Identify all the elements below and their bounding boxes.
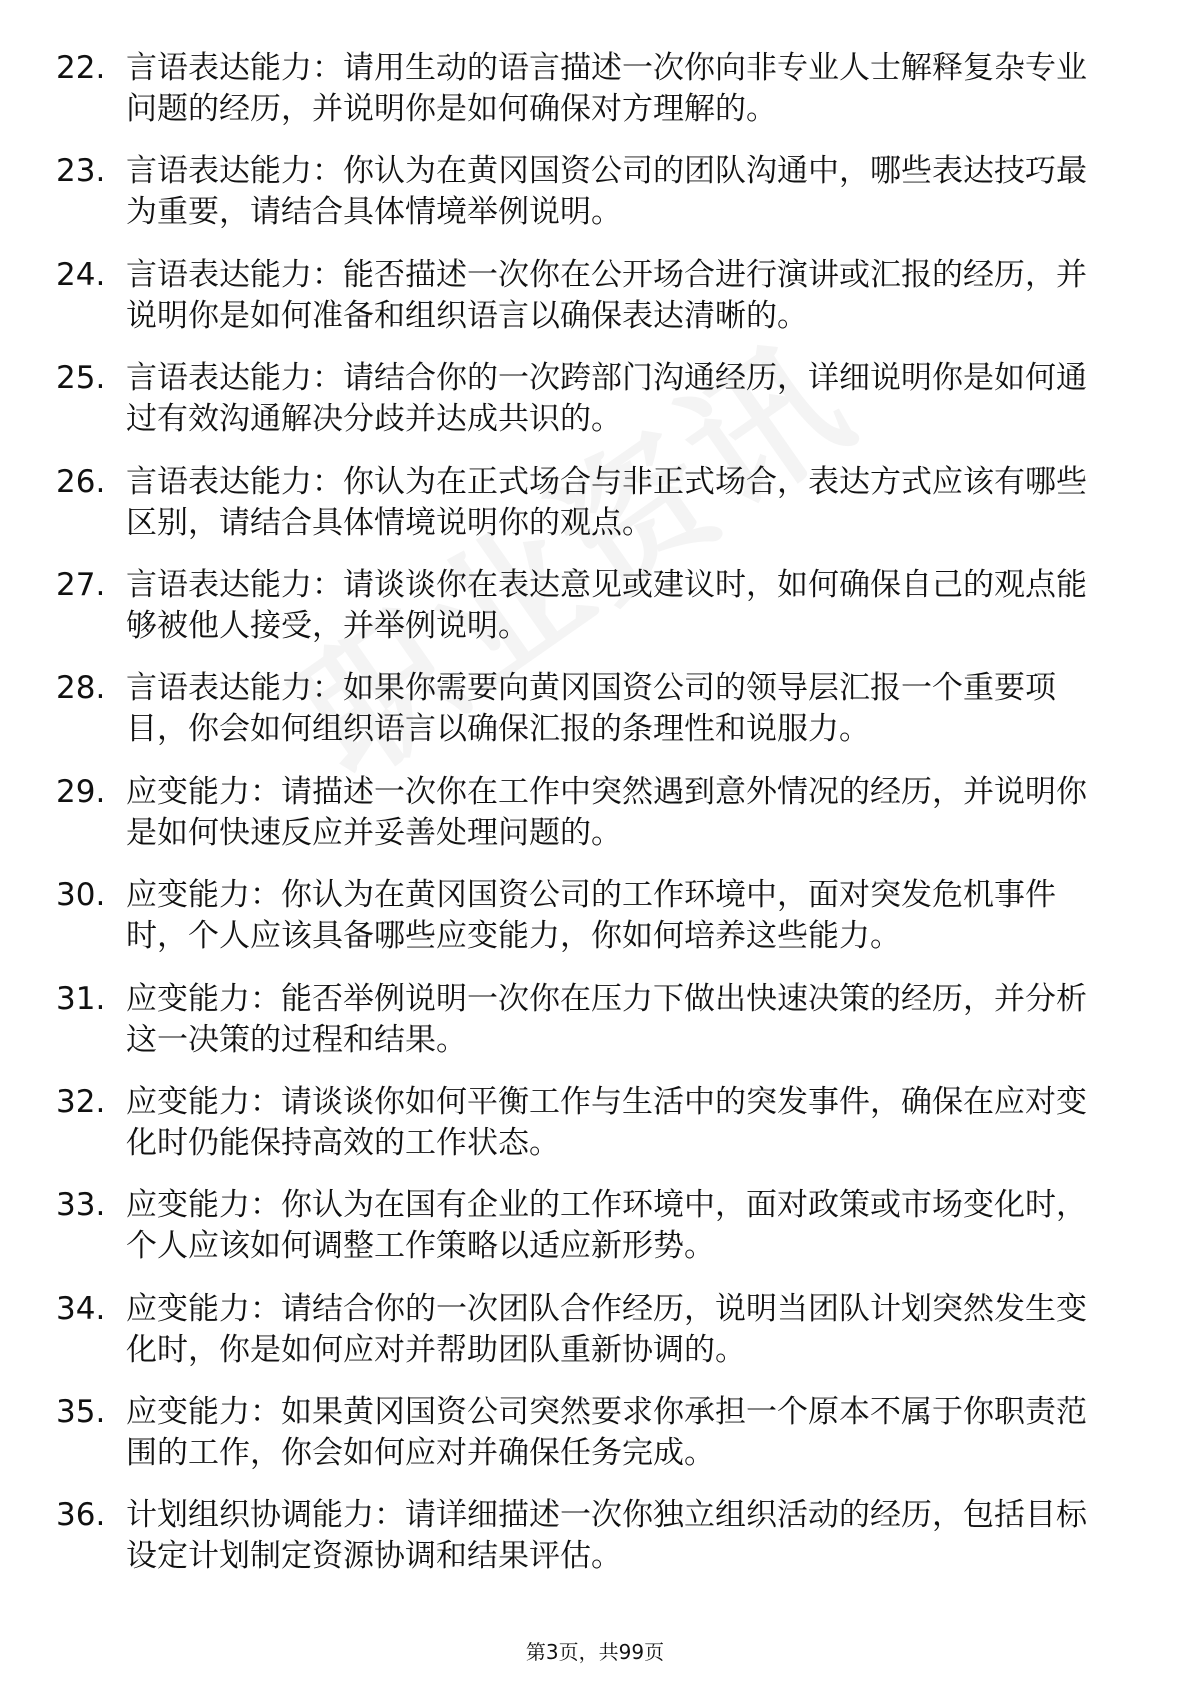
list-item xyxy=(56,151,1116,233)
list-item xyxy=(56,1082,1116,1164)
list-item xyxy=(56,565,1116,647)
question-text: 言语表达能力：请结合你的一次跨部门沟通经历，详细说明你是如何通过有效沟通解决分歧并达成共识的。 xyxy=(126,360,1087,438)
question-text: 言语表达能力：能否描述一次你在公开场合进行演讲或汇报的经历，并说明你是如何准备和组织语言以确保表达清晰的。 xyxy=(126,256,1087,334)
question-list xyxy=(56,48,1116,1599)
question-number: 31. xyxy=(56,980,106,1017)
question-number: 27. xyxy=(56,566,106,603)
list-item xyxy=(56,979,1116,1061)
question-text: 应变能力：你认为在黄冈国资公司的工作环境中，面对突发危机事件时，个人应该具备哪些应变能力，你如何培养这些能力。 xyxy=(126,877,1056,955)
list-item xyxy=(56,1495,1116,1577)
question-text: 言语表达能力：如果你需要向黄冈国资公司的领导层汇报一个重要项目，你会如何组织语言以确保汇报的条理性和说服力。 xyxy=(126,670,1056,748)
list-item xyxy=(56,668,1116,750)
question-number: 22. xyxy=(56,50,106,86)
question-text: 应变能力：请谈谈你如何平衡工作与生活中的突发事件，确保在应对变化时仍能保持高效的工作状态。 xyxy=(126,1083,1087,1161)
page-number: 第3页，共99页 xyxy=(525,1640,665,1664)
question-text: 计划组织协调能力：请详细描述一次你独立组织活动的经历，包括目标设定计划制定资源协调和结果评估。 xyxy=(126,1497,1087,1575)
list-item xyxy=(56,875,1116,957)
question-text: 言语表达能力：请用生动的语言描述一次你向非专业人士解释复杂专业问题的经历，并说明你是如何确保对方理解的。 xyxy=(126,50,1087,127)
list-item xyxy=(56,1392,1116,1474)
question-number: 35. xyxy=(56,1394,106,1431)
question-text: 应变能力：请描述一次你在工作中突然遇到意外情况的经历，并说明你是如何快速反应并妥善处理问题的。 xyxy=(126,773,1087,851)
list-item xyxy=(56,255,1116,337)
question-number: 29. xyxy=(56,773,106,810)
question-number: 23. xyxy=(56,153,106,190)
list-item xyxy=(56,1185,1116,1267)
question-number: 36. xyxy=(56,1497,106,1534)
list-item xyxy=(56,48,1116,130)
question-text: 言语表达能力：请谈谈你在表达意见或建议时，如何确保自己的观点能够被他人接受，并举例说明。 xyxy=(126,566,1087,644)
question-text: 言语表达能力：你认为在黄冈国资公司的团队沟通中，哪些表达技巧最为重要，请结合具体情境举例说明。 xyxy=(126,153,1087,231)
question-text: 应变能力：请结合你的一次团队合作经历，说明当团队计划突然发生变化时，你是如何应对并帮助团队重新协调的。 xyxy=(126,1290,1087,1368)
question-number: 25. xyxy=(56,360,106,397)
question-number: 26. xyxy=(56,463,106,500)
list-item xyxy=(56,358,1116,440)
question-number: 32. xyxy=(56,1083,106,1120)
question-text: 应变能力：能否举例说明一次你在压力下做出快速决策的经历，并分析这一决策的过程和结果。 xyxy=(126,980,1087,1058)
question-number: 34. xyxy=(56,1290,106,1327)
question-text: 应变能力：你认为在国有企业的工作环境中，面对政策或市场变化时，个人应该如何调整工作策略以适应新形势。 xyxy=(126,1187,1087,1265)
list-item xyxy=(56,772,1116,854)
list-item xyxy=(56,462,1116,544)
question-number: 33. xyxy=(56,1187,106,1224)
question-text: 应变能力：如果黄冈国资公司突然要求你承担一个原本不属于你职责范围的工作，你会如何应对并确保任务完成。 xyxy=(126,1394,1087,1472)
question-number: 30. xyxy=(56,877,106,914)
list-item xyxy=(56,1289,1116,1371)
question-text: 言语表达能力：你认为在正式场合与非正式场合，表达方式应该有哪些区别，请结合具体情境说明你的观点。 xyxy=(126,463,1087,541)
question-number: 28. xyxy=(56,670,106,707)
question-number: 24. xyxy=(56,256,106,293)
